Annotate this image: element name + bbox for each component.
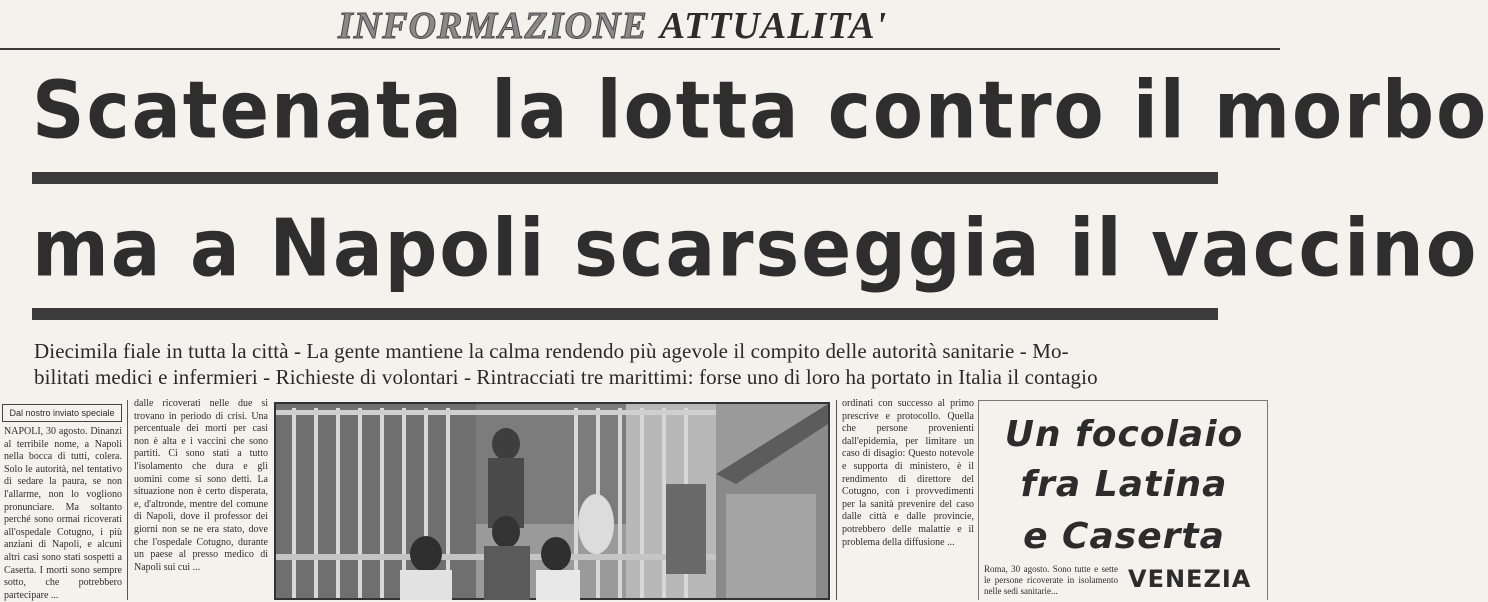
masthead <box>0 0 1280 52</box>
news-photo <box>274 402 830 600</box>
column-divider <box>127 400 128 600</box>
photo-illustration <box>276 404 828 598</box>
box-headline-1: Un focolaio <box>1004 414 1244 455</box>
deck-line-2: bilitati medici e infermieri - Richieste di volontari - Rintracciati tre marittimi: forse uno di loro ha portato in Italia il contagio <box>34 365 1098 389</box>
box-headline-2: fra Latina <box>1020 464 1228 505</box>
section-label-informazione: INFORMAZIONE <box>338 5 648 47</box>
article-column-1: NAPOLI, 30 agosto. Dinanzi al terribile nome, a Napoli nella bocca di tutti, colera. Solo le autorità, nel tentativo di sedare la paura, se non l'allarme, non lo vogliono pronunciare. Ma soltanto perché sono ormai ricoverati all'ospedale Cotugno, i più anziani di Napoli, e alcuni altri casi sono stati sospetti a Caserta. I morti sono sempre sotto, che potrebbero partecipare ... <box>4 426 122 601</box>
box-headline-3: e Caserta <box>1023 516 1225 557</box>
byline-box: Dal nostro inviato speciale <box>2 404 122 422</box>
section-label <box>338 4 887 48</box>
column-divider <box>836 400 837 600</box>
headline-line-1: Scatenata la lotta contro il morbo <box>32 63 1488 157</box>
headline-line-2: ma a Napoli scarseggia il vaccino <box>32 201 1479 295</box>
article-column-2: dalle ricoverati nelle due si trovano in periodo di crisi. Una percentuale dei morti per casi non è alta e i vaccini che sono partiti. Ci sono stati a tutto l'isolamento che dura e gli uomini come si sono detti. La situazione non è certo disperata, e, d'altronde, mentre del comune di Napoli, dove il professor dei giorni non se ne era stato, dove che l'ospedale Cotugno, durante un paese al presso medico di Napoli sui cui ... <box>134 398 268 573</box>
deck-line-1: Diecimila fiale in tutta la città - La gente mantiene la calma rendendo più agevole il compito delle autorità sanitarie - Mo- <box>34 339 1069 363</box>
box-story-text: Roma, 30 agosto. Sono tutte e sette le persone ricoverate in isolamento nelle sedi sanitarie... <box>984 564 1118 596</box>
section-label-attualita: ATTUALITA' <box>659 5 888 47</box>
masthead-rule <box>0 48 1280 50</box>
article-column-3: ordinati con successo al primo prescrive e protocollo. Quella che persone provenienti dall'epidemia, per limitare un caso di disagio: Questo notevole e supporta di ministero, è il rendimento di direttore del Cotugno, con i provvedimenti per la sanità prevenire del caso dalle città e dalle provincie, potrebbero delle malattie e il problema della diffusione ... <box>842 398 974 548</box>
headline-rule-2 <box>32 308 1218 320</box>
dateline-venezia: VENEZIA <box>1128 565 1252 593</box>
headline-rule-1 <box>32 172 1218 184</box>
